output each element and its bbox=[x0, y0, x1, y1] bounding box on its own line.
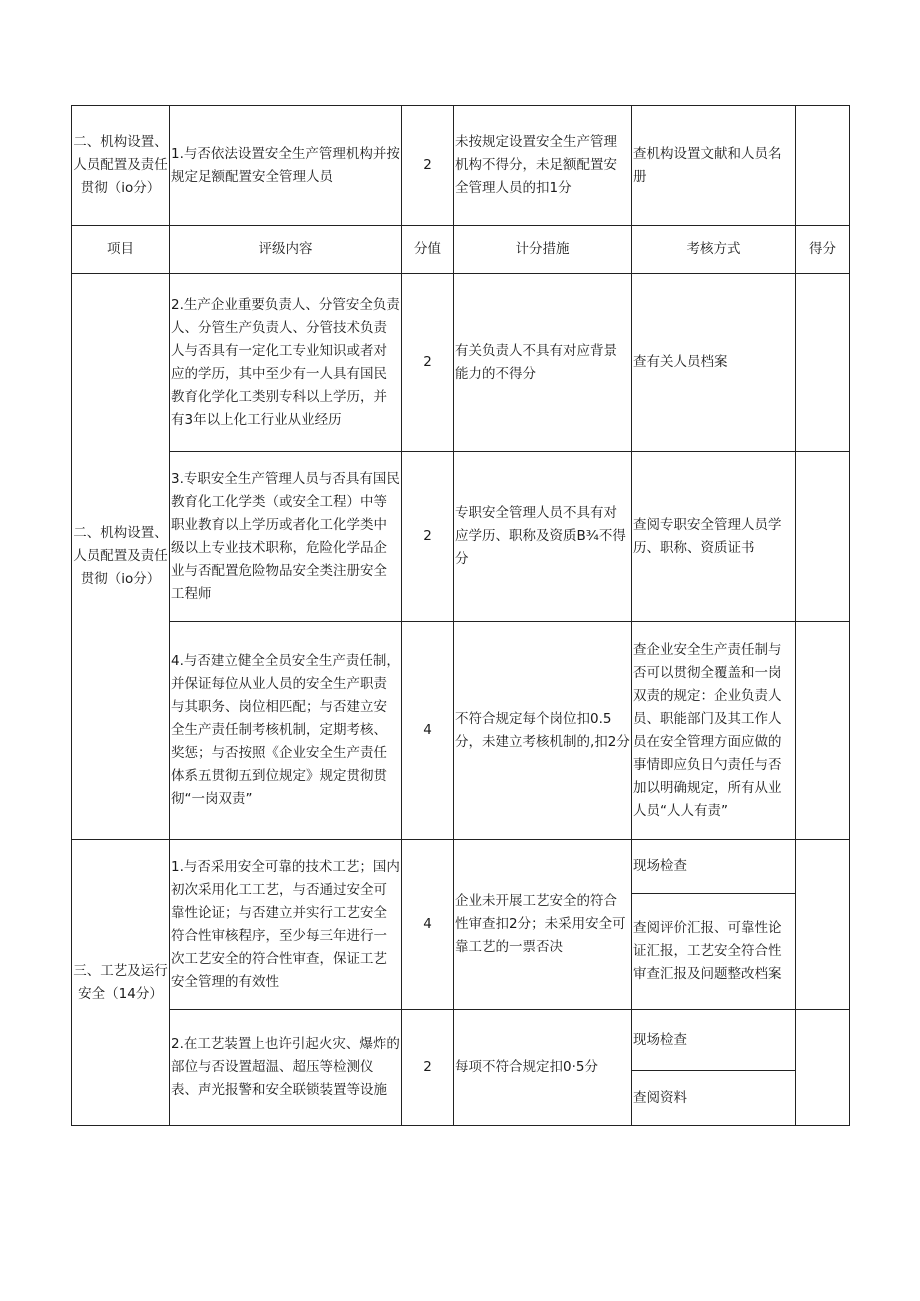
table-row bbox=[72, 622, 850, 840]
got-cell bbox=[796, 1010, 850, 1126]
method-cell bbox=[632, 840, 796, 1010]
header-content: 评级内容 bbox=[170, 226, 402, 274]
section2-item: 二、机构设置、人员配置及责任贯彻（io分） bbox=[72, 274, 170, 840]
method-sub-a: 现场检查 bbox=[633, 858, 687, 874]
measure-cell: 专职安全管理人员不具有对应学历、职称及资质B¾不得分 bbox=[454, 452, 632, 622]
content-cell: 1.与否依法设置安全生产管理机构并按规定足额配置安全管理人员 bbox=[170, 106, 402, 226]
content-cell: 1.与否采用安全可靠的技术工艺；国内初次采用化工工艺，与否通过安全可靠性论证；与否建立并实行工艺安全符合性审核程序，至少每三年进行一次工艺安全的符合性审查，保证工艺安全管理的有效性 bbox=[170, 840, 402, 1010]
got-cell bbox=[796, 840, 850, 1010]
table-row bbox=[72, 452, 850, 622]
method-cell bbox=[632, 1010, 796, 1126]
table-row bbox=[72, 840, 850, 1010]
measure-cell: 未按规定设置安全生产管理机构不得分，未足额配置安全管理人员的扣1分 bbox=[454, 106, 632, 226]
score-cell: 4 bbox=[402, 622, 454, 840]
score-cell: 2 bbox=[402, 1010, 454, 1126]
measure-cell: 企业未开展工艺安全的符合性审查扣2分；未采用安全可靠工艺的一票否决 bbox=[454, 840, 632, 1010]
content-cell: 3.专职安全生产管理人员与否具有国民教育化工化学类（或安全工程）中等职业教育以上学历或者化工化学类中级以上专业技术职称，危险化学品企业与否配置危险物品安全类注册安全工程师 bbox=[170, 452, 402, 622]
got-cell bbox=[796, 452, 850, 622]
measure-cell: 不符合规定每个岗位扣0.5分，未建立考核机制的,扣2分 bbox=[454, 622, 632, 840]
table-row bbox=[72, 1010, 850, 1126]
method-cell: 查阅专职安全管理人员学历、职称、资质证书 bbox=[632, 452, 796, 622]
item-cell: 二、机构设置、人员配置及责任贯彻（io分） bbox=[72, 106, 170, 226]
content-cell: 2.在工艺装置上也许引起火灾、爆炸的部位与否设置超温、超压等检测仪表、声光报警和安全联锁装置等设施 bbox=[170, 1010, 402, 1126]
method-cell: 查有关人员档案 bbox=[632, 274, 796, 452]
got-cell bbox=[796, 622, 850, 840]
method-sub-a: 现场检查 bbox=[633, 1031, 687, 1048]
header-got: 得分 bbox=[796, 226, 850, 274]
table-row bbox=[72, 106, 850, 226]
header-method: 考核方式 bbox=[632, 226, 796, 274]
method-cell: 查企业安全生产责任制与否可以贯彻全覆盖和一岗双责的规定：企业负责人员、职能部门及其工作人员在安全管理方面应做的事情即应负日勺责任与否加以明确规定，所有从业人员“人人有责” bbox=[632, 622, 796, 840]
method-sub-b: 查阅评价汇报、可靠性论证汇报，工艺安全符合性审查汇报及问题整改档案 bbox=[632, 893, 795, 1009]
header-item: 项目 bbox=[72, 226, 170, 274]
score-cell: 4 bbox=[402, 840, 454, 1010]
measure-cell: 每项不符合规定扣0·5分 bbox=[454, 1010, 632, 1126]
measure-cell: 有关负责人不具有对应背景能力的不得分 bbox=[454, 274, 632, 452]
score-cell: 2 bbox=[402, 452, 454, 622]
method-sub-b: 查阅资料 bbox=[632, 1070, 795, 1125]
method-cell: 查机构设置文献和人员名册 bbox=[632, 106, 796, 226]
content-cell: 2.生产企业重要负责人、分管安全负责人、分管生产负责人、分管技术负责人与否具有一定化工专业知识或者对应的学历，其中至少有一人具有国民教育化学化工类别专科以上学历，并有3年以上化工行业从业经历 bbox=[170, 274, 402, 452]
header-score: 分值 bbox=[402, 226, 454, 274]
section3-item: 三、工艺及运行安全（14分） bbox=[72, 840, 170, 1126]
table-row bbox=[72, 274, 850, 452]
header-measure: 计分措施 bbox=[454, 226, 632, 274]
got-cell bbox=[796, 274, 850, 452]
header-row bbox=[72, 226, 850, 274]
evaluation-table bbox=[71, 105, 850, 1126]
got-cell bbox=[796, 106, 850, 226]
content-cell: 4.与否建立健全全员安全生产责任制，并保证每位从业人员的安全生产职责与其职务、岗位相匹配；与否建立安全生产责任制考核机制，定期考核、奖惩；与否按照《企业安全生产责任体系五贯彻五到位规定》规定贯彻贯彻“一岗双责” bbox=[170, 622, 402, 840]
score-cell: 2 bbox=[402, 274, 454, 452]
score-cell: 2 bbox=[402, 106, 454, 226]
